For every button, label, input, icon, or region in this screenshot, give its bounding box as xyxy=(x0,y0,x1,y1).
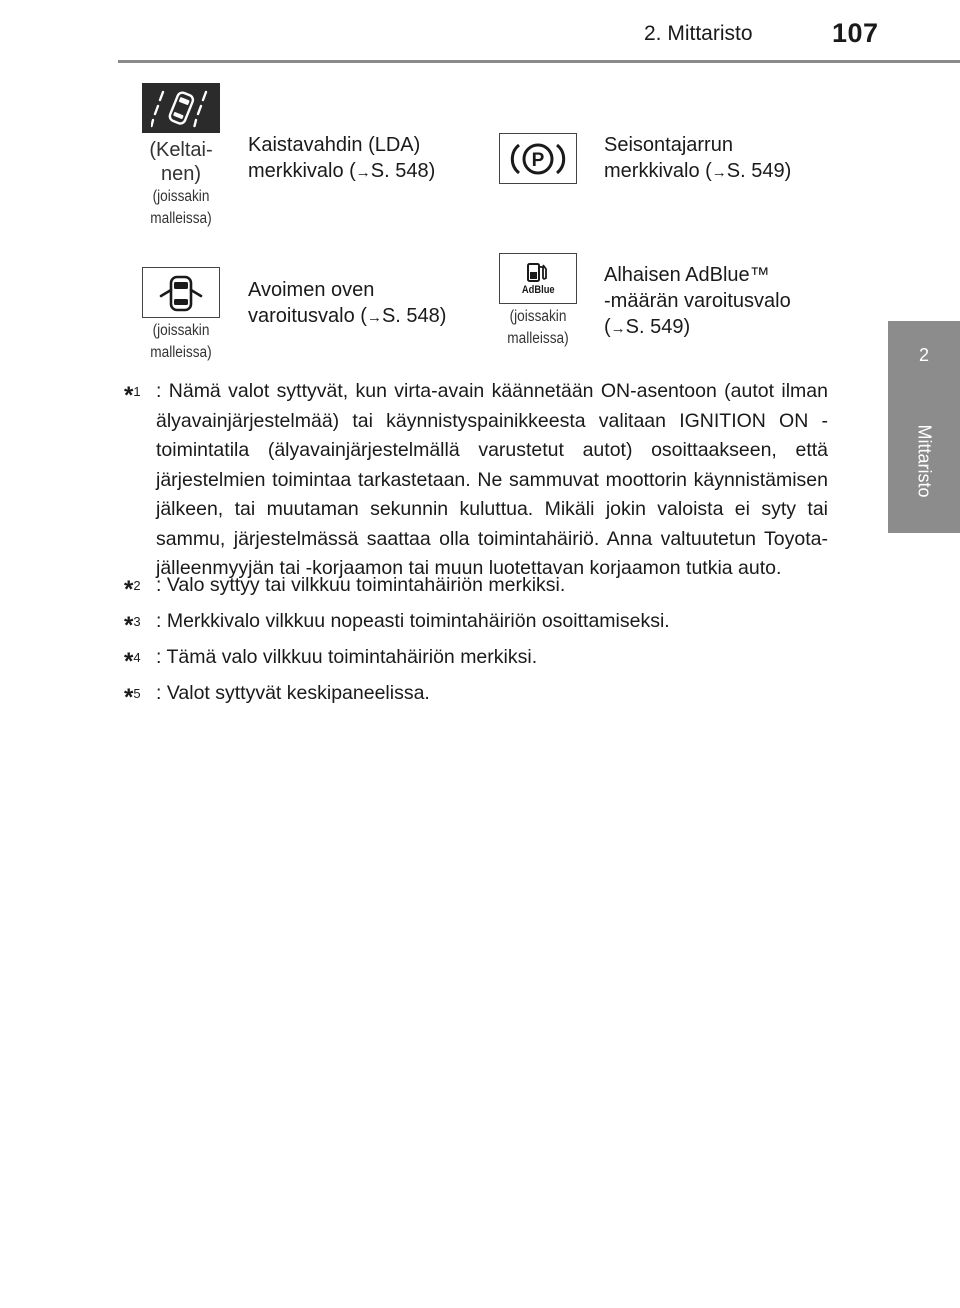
indicator-3-description: Avoimen oven varoitusvalo (→S. 548) xyxy=(248,279,447,327)
lane-departure-alert-icon xyxy=(142,83,220,133)
svg-text:P: P xyxy=(531,149,545,171)
indicator-1-color-note: (Keltai- nen) xyxy=(149,139,213,185)
footnote-3: *$^3$ : Merkkivalo vilkkuu nopeasti toimintahäiriön osoittamiseksi. xyxy=(124,610,670,639)
footnote-4: *$^4$ : Tämä valo vilkkuu toimintahäiriön merkiksi. xyxy=(124,646,538,675)
chapter-tab-label: Mittaristo xyxy=(914,424,935,498)
indicator-4-model-note: (joissakin malleissa) xyxy=(507,308,569,347)
header-divider xyxy=(118,60,960,63)
footnote-2: *$^2$ : Valo syttyy tai vilkkuu toimintahäiriön merkiksi. xyxy=(124,574,566,603)
indicator-4-description: Alhaisen AdBlue™ -määrän varoitusvalo (→S. 549) xyxy=(604,264,791,338)
section-title: 2. Mittaristo xyxy=(644,22,753,45)
adblue-low-level-icon xyxy=(499,253,577,304)
indicator-3-model-note: (joissakin malleissa) xyxy=(150,322,212,361)
chapter-tab[interactable] xyxy=(888,321,960,533)
footnote-1: *$^1$ : Nämä valot syttyvät, kun virta-avain käännetään ON-asentoon (autot ilman älyavainjärjestelmää) tai käynnistyspainikkeesta valitaan IGNITION ON -toimintatila (älyavainjärjestelmällä varustetut autot) osoittaakseen, että järjestelmien toimintaa tarkastetaan. Ne sammuvat moottorin käynnistämisen jälkeen, tai muutaman sekunnin kuluttua. Mikäli jokin valoista ei syty tai sammu, järjestelmässä saattaa olla toimintahäiriö. Anna valtuutetun Toyota-jälleenmyyjän tai -korjaamon tai muun luotettavan korjaamon tutkia auto. xyxy=(124,380,828,579)
open-door-icon xyxy=(142,267,220,318)
chapter-tab-number: 2 xyxy=(918,345,929,365)
indicator-2-description: Seisontajarrun merkkivalo (→S. 549) xyxy=(604,134,792,182)
footnote-5: *$^5$ : Valot syttyvät keskipaneelissa. xyxy=(124,682,430,711)
adblue-icon-text: AdBlue xyxy=(521,284,555,296)
indicator-1-description: Kaistavahdin (LDA) merkkivalo (→S. 548) xyxy=(248,134,436,182)
page-number: 107 xyxy=(832,18,879,48)
indicator-1-model-note: (joissakin malleissa) xyxy=(150,188,212,227)
parking-brake-icon xyxy=(499,133,577,184)
